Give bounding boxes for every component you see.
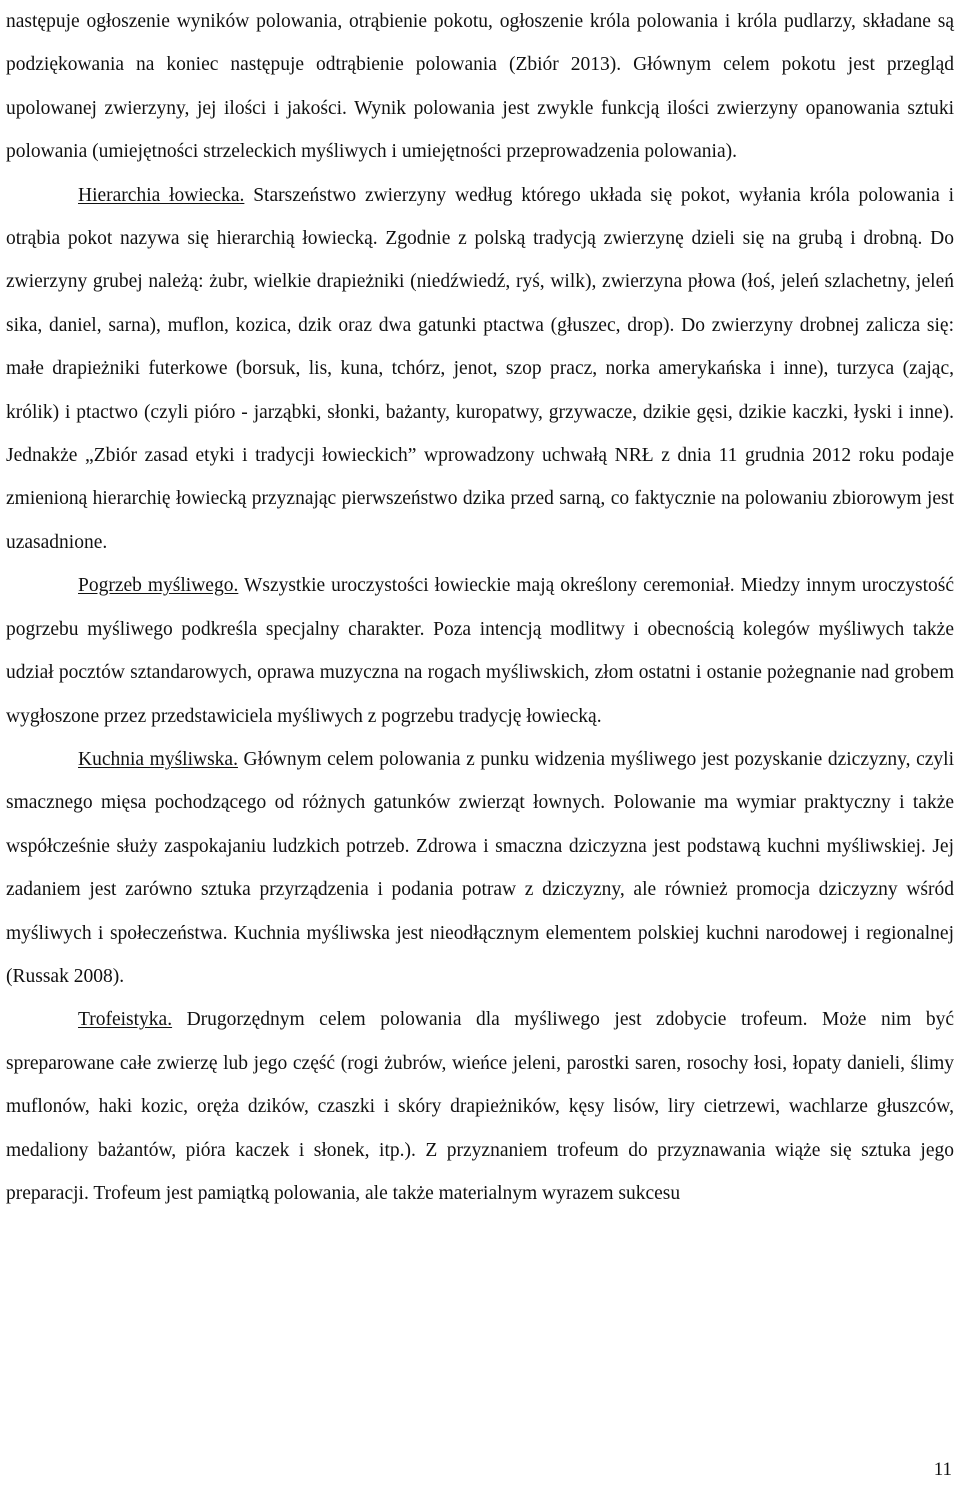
section-heading-kuchnia: Kuchnia myśliwska.: [78, 748, 238, 770]
section-heading-trofeistyka: Trofeistyka.: [78, 1009, 173, 1031]
paragraph-trofeistyka: [6, 998, 954, 1215]
document-page: [6, 0, 954, 1215]
paragraph-text: Drugorzędnym celem polowania dla myśliwego jest zdobycie trofeum. Może nim być spreparowane całe zwierzę lub jego część (rogi żubrów, wieńce jeleni, parostki saren, rosochy łosi, łopaty danieli, ślimy muflonów, haki kozic, oręża dzików, czaszki i skóry drapieżników, kęsy lisów, liry cietrzewi, wachlarze głuszców, medaliony bażantów, pióra kaczek i słonek, itp.). Z przyznaniem trofeum do przyznawania wiąże się sztuka jego preparacji. Trofeum jest pamiątką polowania, ale także materialnym wyrazem sukcesu: [6, 1009, 954, 1204]
paragraph-text: następuje ogłoszenie wyników polowania, otrąbienie pokotu, ogłoszenie króla polowania i króla pudlarzy, składane są podziękowania na koniec następuje odtrąbienie polowania (Zbiór 2013). Głównym celem pokotu jest przegląd upolowanej zwierzyny, jej ilości i jakości. Wynik polowania jest zwykle funkcją ilości zwierzyny opanowania sztuki polowania (umiejętności strzeleckich myśliwych i umiejętności przeprowadzenia polowania).: [6, 11, 954, 163]
page-number: 11: [933, 1459, 952, 1480]
paragraph-text: Głównym celem polowania z punku widzenia myśliwego jest pozyskanie dziczyzny, czyli smacznego mięsa pochodzącego od różnych gatunków zwierząt łownych. Polowanie ma wymiar praktyczny i także współcześnie służy zaspokajaniu ludzkich potrzeb. Zdrowa i smaczna dziczyzna jest podstawą kuchni myśliwskiej. Jej zadaniem jest zarówno sztuka przyrządzenia i podania potraw z dziczyzny, ale również promocja dziczyzny wśród myśliwych i społeczeństwa. Kuchnia myśliwska jest nieodłącznym elementem polskiej kuchni narodowej i regionalnej (Russak 2008).: [6, 748, 954, 987]
paragraph-kuchnia: [6, 738, 954, 998]
section-heading-pogrzeb: Pogrzeb myśliwego.: [78, 575, 239, 597]
paragraph-hierarchia: [6, 174, 954, 565]
paragraph-text: Starszeństwo zwierzyny według którego układa się pokot, wyłania króla polowania i otrąbia pokot nazywa się hierarchią łowiecką. Zgodnie z polską tradycją zwierzynę dzieli się na grubą i drobną. Do zwierzyny grubej należą: żubr, wielkie drapieżniki (niedźwiedź, ryś, wilk), zwierzyna płowa (łoś, jeleń szlachetny, jeleń sika, daniel, sarna), muflon, kozica, dzik oraz dwa gatunki ptactwa (głuszec, drop). Do zwierzyny drobnej zalicza się: małe drapieżniki futerkowe (borsuk, lis, kuna, tchórz, jenot, szop pracz, norka amerykańska i inne), turzyca (zając, królik) i ptactwo (czyli pióro - jarząbki, słonki, bażanty, kuropatwy, grzywacze, dzikie gęsi, dzikie kaczki, łyski i inne). Jednakże „Zbiór zasad etyki i tradycji łowieckich” wprowadzony uchwałą NRŁ z dnia 11 grudnia 2012 roku podaje zmienioną hierarchię łowiecką przyznając pierwszeństwo dzika przed sarną, co faktycznie na polowaniu zbiorowym jest uzasadnione.: [6, 184, 954, 553]
paragraph-pogrzeb: [6, 564, 954, 738]
section-heading-hierarchia: Hierarchia łowiecka.: [78, 184, 245, 206]
paragraph-pokot: [6, 0, 954, 174]
paragraph-text: Wszystkie uroczystości łowieckie mają określony ceremoniał. Miedzy innym uroczystość pogrzebu myśliwego podkreśla specjalny charakter. Poza intencją modlitwy i obecnością kolegów myśliwych także udział pocztów sztandarowych, oprawa muzyczna na rogach myśliwskich, złom ostatni i ostanie pożegnanie nad grobem wygłoszone przez przedstawiciela myśliwych z pogrzebu tradycję łowiecką.: [6, 575, 954, 727]
